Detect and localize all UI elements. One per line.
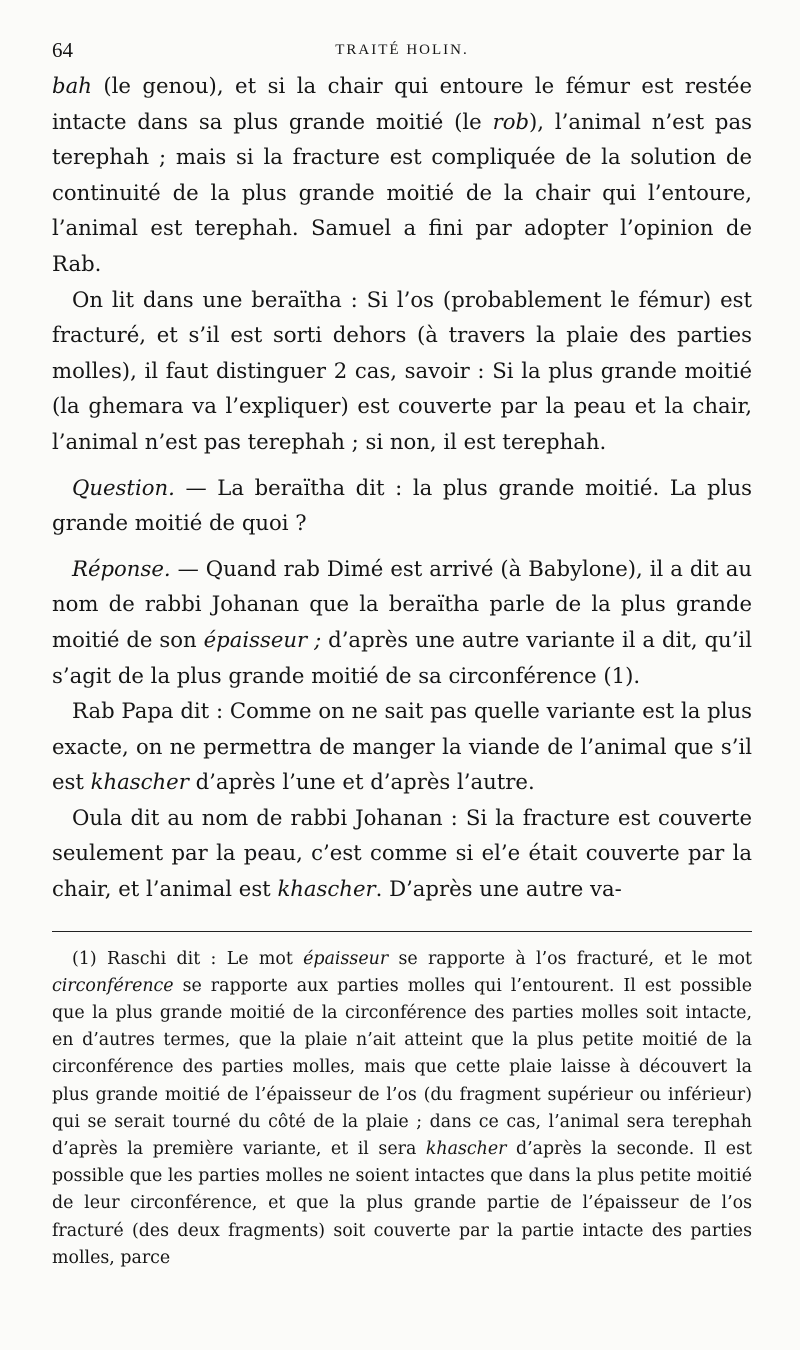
italic-term: khascher — [425, 1139, 507, 1160]
paragraph-3 — [52, 470, 752, 541]
paragraph-6 — [52, 800, 752, 907]
footnote-text: se rapporte aux parties molles qui l’entourent. Il est possible que la plus grande moitié de la circonférence des parties molles soit intacte, en d’autres termes, que la plaie n’ait atteint que la plus petite moitié de la circonférence des parties molles, mais que cette plaie laisse à découvert la plus grande moitié de l’épaisseur de l’os (du fragment supérieur ou inférieur) qui se serait tourné du côté de la plaie ; dans ce cas, l’animal sera terephah d’après la première variante, et il sera — [52, 975, 752, 1160]
italic-term: khascher — [90, 769, 189, 795]
page-number: 64 — [52, 38, 73, 62]
footnote-divider — [52, 931, 752, 932]
paragraph-4-text-end: d’après une autre variante il a dit, qu’il s’agit de la plus grande moitié de sa circonférence (1). — [52, 626, 752, 688]
italic-term: khascher — [277, 876, 376, 902]
italic-term: épaisseur ; — [203, 626, 322, 652]
paragraph-4 — [52, 551, 752, 693]
paragraph-1-text: (le genou), et si la chair qui entoure le fémur est restée intacte dans sa plus grande moitié (le — [52, 73, 752, 134]
paragraph-4-text: — Quand rab Dimé est arrivé (à Babylone), il a dit au nom de rabbi Johanan que la beraïtha parle de la plus grande moitié de son — [52, 555, 752, 652]
italic-term: épaisseur — [303, 948, 389, 969]
paragraph-5 — [52, 693, 752, 800]
footnote-1 — [52, 946, 752, 1272]
running-head — [52, 34, 752, 68]
paragraph-6-text: Oula dit au nom de rabbi Johanan : Si la fracture est couverte seulement par la peau, c’est comme si el’e était couverte par la chair, et l’animal est — [52, 804, 752, 902]
footnote — [52, 946, 752, 1272]
paragraph-6-text-end: . D’après une autre va- — [375, 876, 622, 902]
question-label: Question. — [72, 474, 175, 500]
paragraph-3-text: — La beraïtha dit : la plus grande moitié. La plus grande moitié de quoi ? — [52, 474, 752, 536]
paragraph-5-text-end: d’après l’une et d’après l’autre. — [188, 769, 535, 795]
main-text — [52, 68, 752, 907]
footnote-text: se rapporte à l’os fracturé, et le mot — [388, 948, 752, 969]
footnote-text-end: d’après la seconde. Il est possible que les parties molles ne soient intactes que dans la plus petite moitié de leur circonférence, et que la plus grande partie de l’épaisseur de l’os fracturé (des deux fragments) soit couverte par la partie intacte des parties molles, parce — [52, 1139, 752, 1268]
footnote-text: (1) Raschi dit : Le mot — [72, 948, 304, 969]
paragraph-5-text: Rab Papa dit : Comme on ne sait pas quelle variante est la plus exacte, on ne permettra de manger la viande de l’animal que s’il est — [52, 698, 752, 795]
italic-term: circonférence — [52, 975, 174, 996]
paragraph-2: On lit dans une beraïtha : Si l’os (probablement le fémur) est fracturé, et s’il est sorti dehors (à travers la plaie des parties molles), il faut distinguer 2 cas, savoir : Si la plus grande moitié (la ghemara va l’expliquer) est couverte par la peau et la chair, l’animal n’est pas terephah ; si non, il est terephah. — [52, 286, 752, 454]
answer-label: Réponse. — [72, 555, 171, 581]
running-title: TRAITÉ HOLIN. — [335, 42, 469, 58]
italic-term: bah — [52, 73, 92, 98]
paragraph-1 — [52, 68, 752, 282]
paragraph-1-text-end: ), l’animal n’est pas terephah ; mais si la fracture est compliquée de la solution de continuité de la plus grande moitié de la chair qui l’entoure, l’animal est terephah. Samuel a fini par adopter l’opinion de Rab. — [52, 108, 752, 276]
italic-term: rob — [492, 108, 530, 134]
